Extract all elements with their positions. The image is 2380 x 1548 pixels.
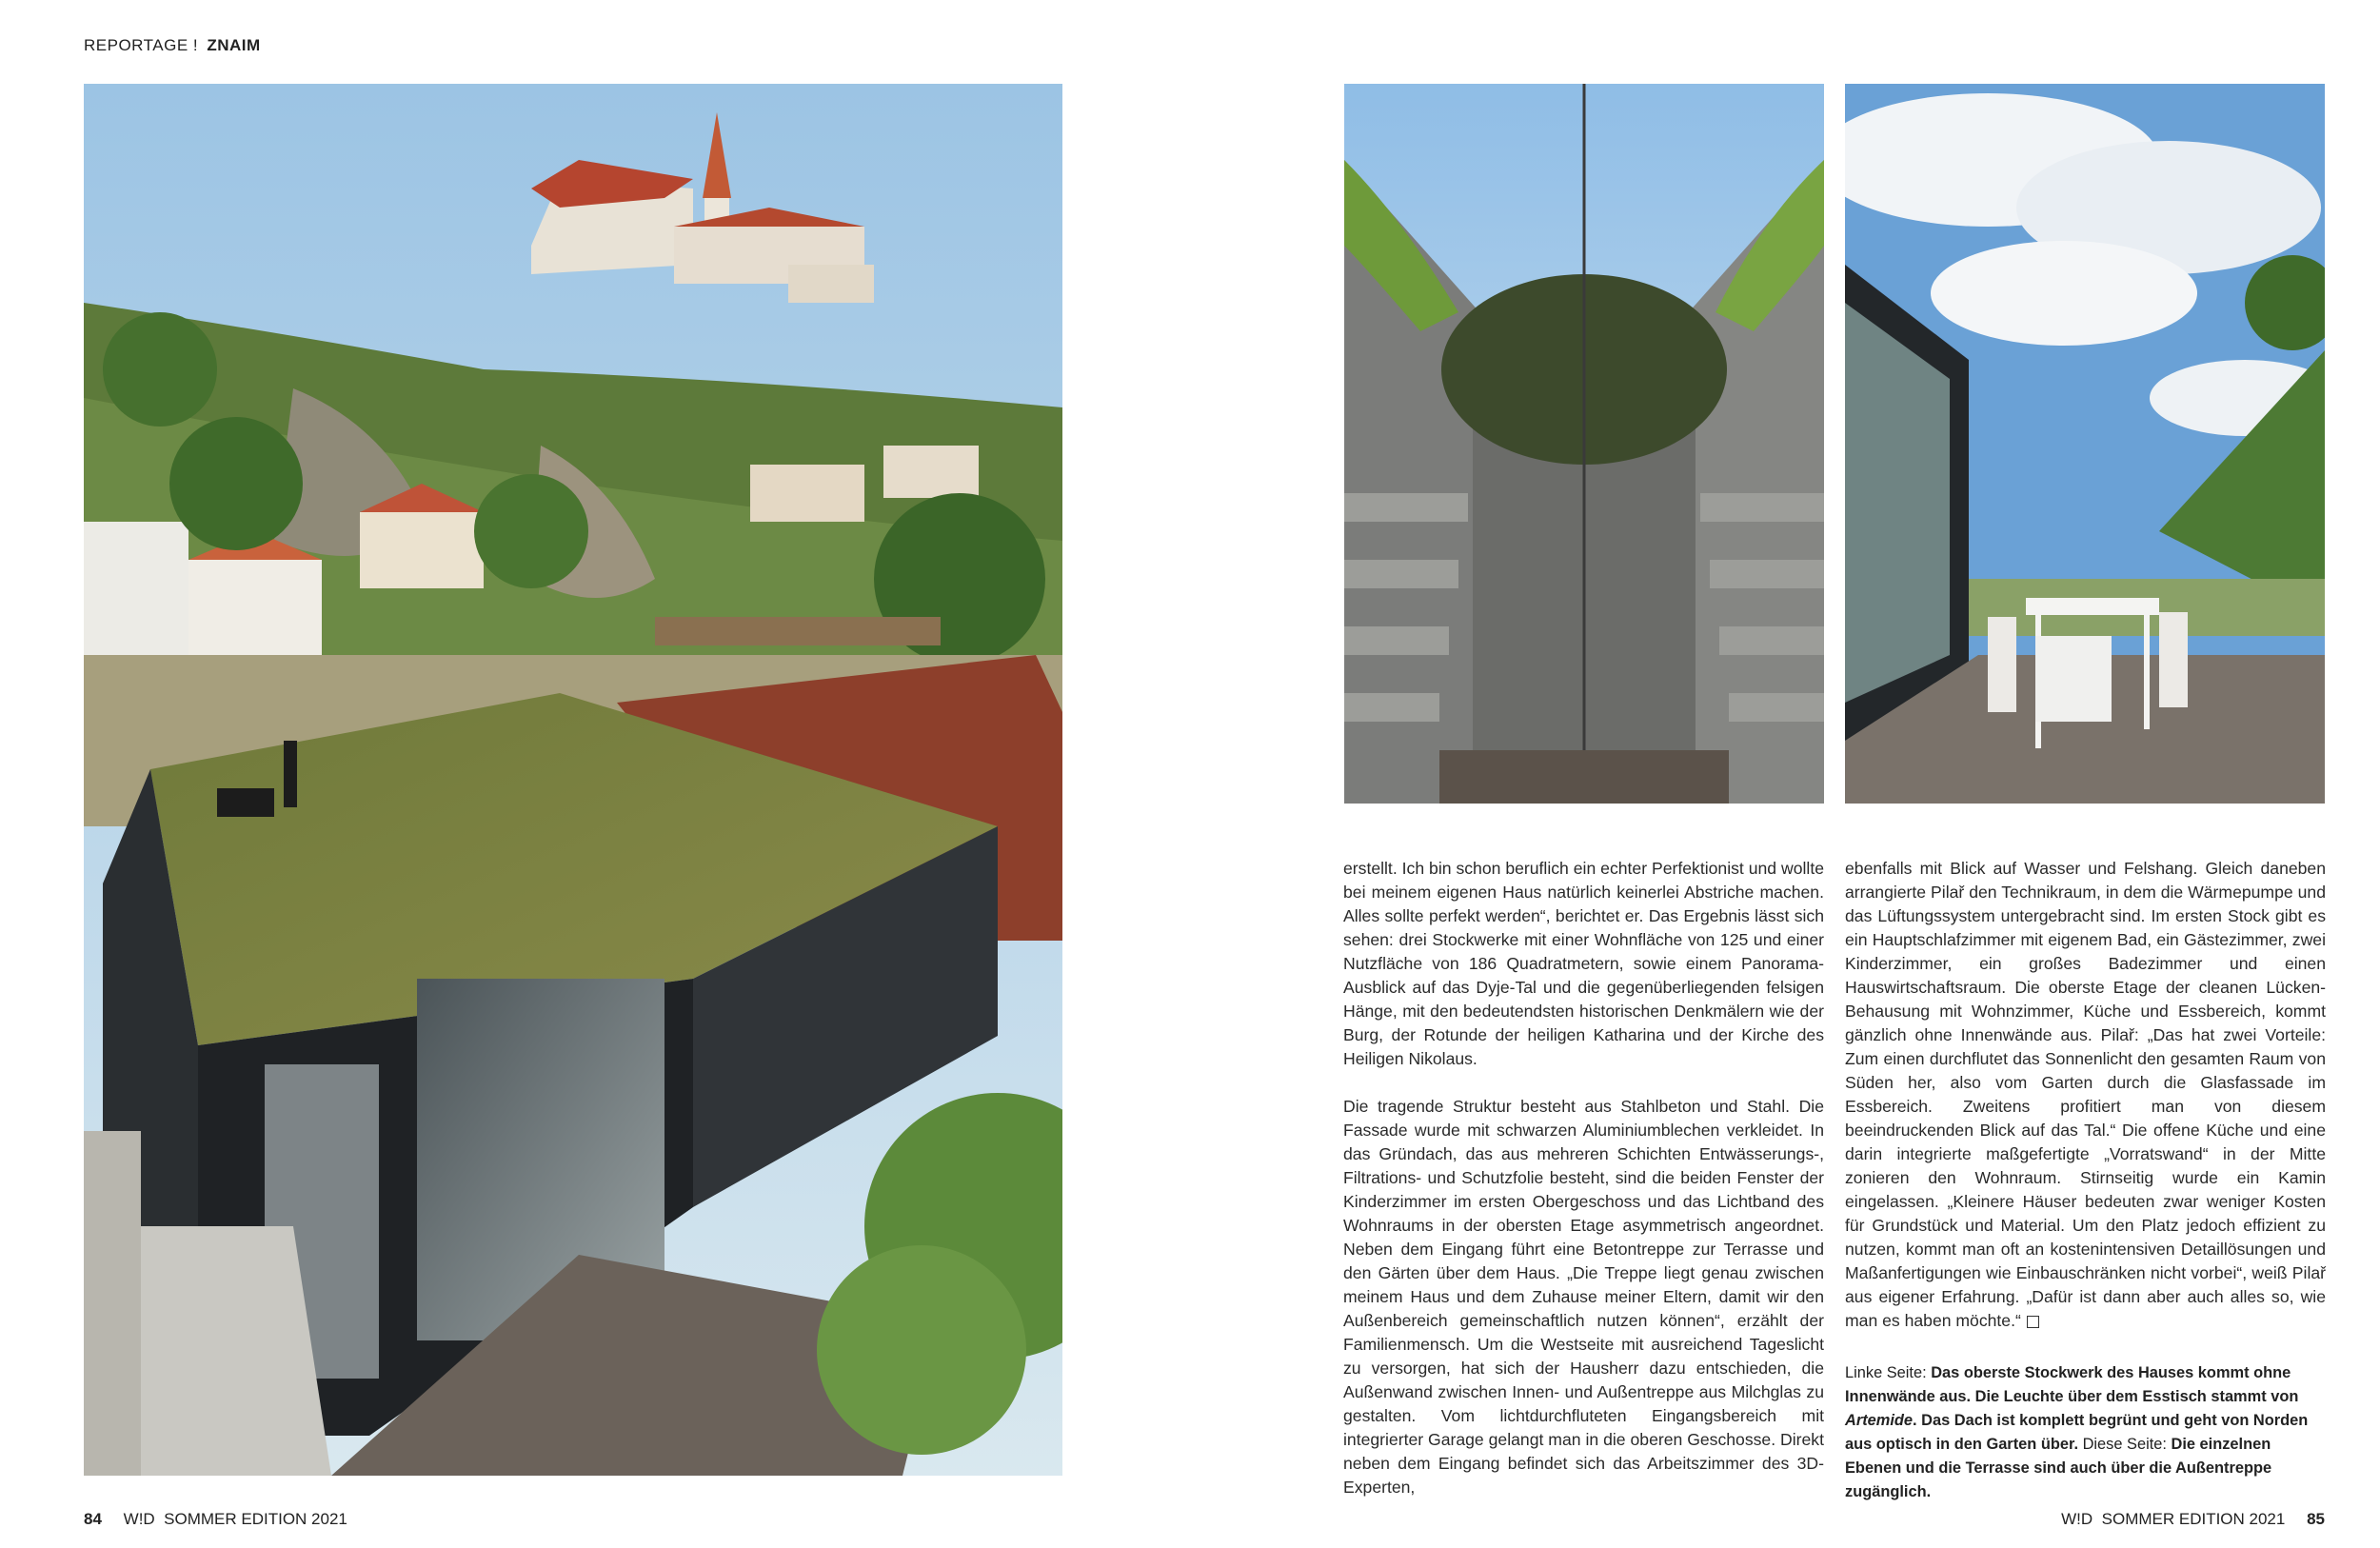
edition-left: W!D SOMMER EDITION 2021 (123, 1510, 347, 1528)
photo-concrete-stairs (1344, 84, 1824, 804)
page-number-left: 84 (84, 1510, 102, 1528)
article-paragraph (1845, 857, 2326, 1333)
article-paragraph: erstellt. Ich bin schon beruflich ein echter Perfektionist und wollte bei meinem eigenen Haus natürlich keinerlei Abstriche machen. Alles sollte perfekt werden“, berichtet er. Das Ergebnis lässt sich sehen: drei Stockwerke mit einer Wohnfläche von 125 und einer Nutzfläche von 186 Quadratmetern, sowie einem Panorama-Ausblick auf das Dyje-Tal und die gegenüberliegenden felsigen Hänge, mit den bedeutendsten historischen Denkmälern wie der Burg, der Rotunde der heiligen Katharina und der Kirche des Heiligen Nikolaus. (1343, 859, 1824, 1068)
caption-text-left: Das oberste Stockwerk des Hauses kommt ohne Innenwände aus. Die Leuchte über dem Esstisch stammt von (1845, 1364, 2299, 1405)
photo-caption (1845, 1361, 2326, 1504)
section-label: REPORTAGE ! (84, 36, 199, 54)
caption-brand: Artemide (1845, 1412, 1914, 1429)
caption-text-left-end: . Das Dach ist komplett begrünt und geht von Norden aus optisch in den Garten über. (1845, 1412, 2309, 1453)
page-number-right: 85 (2307, 1510, 2325, 1528)
photo-town-green-roof (84, 84, 1062, 1476)
photo-middle-graphic (1344, 84, 1824, 804)
article-column-2 (1845, 857, 2326, 1333)
section-header (84, 36, 261, 55)
photo-left-graphic (84, 84, 1062, 1476)
article-column-1 (1343, 857, 1824, 1499)
end-of-article-icon (2027, 1316, 2039, 1328)
caption-label-right: Diese Seite: (2082, 1436, 2167, 1453)
section-place: ZNAIM (207, 36, 261, 54)
footer-right (2061, 1510, 2325, 1529)
article-paragraph: Die tragende Struktur besteht aus Stahlbeton und Stahl. Die Fassade wurde mit schwarzen Aluminiumblechen verkleidet. In das Gründach, das aus mehreren Schichten Entwässerungs-, Filtrations- und Schutzfolie besteht, sind die beiden Fenster der Kinderzimmer im ersten Obergeschoss und das Lichtband des Wohnraums in der obersten Etage asymmetrisch angeordnet. Neben dem Eingang führt eine Betontreppe zur Terrasse und den Gärten über dem Haus. „Die Treppe liegt genau zwischen meinem Haus und dem Zuhause meiner Eltern, damit wir den Außenbereich gemeinschaftlich nutzen können“, erzählt der Familienmensch. Um die Westseite mit ausreichend Tageslicht zu versorgen, hat sich der Hausherr dazu entschieden, die Außenwand zwischen Innen- und Außentreppe aus Milchglas zu gestalten. Vom lichtdurchfluteten Eingangsbereich mit integrierter Garage gelangt man in die oberen Geschosse. Direkt neben dem Eingang befindet sich das Arbeitszimmer des 3D-Experten, (1343, 1097, 1824, 1497)
footer-left (84, 1510, 347, 1529)
caption-text-right: Die einzelnen Ebenen und die Terrasse sind auch über die Außentreppe zugänglich. (1845, 1436, 2272, 1500)
caption-label-left: Linke Seite: (1845, 1364, 1927, 1381)
article-paragraph-text: ebenfalls mit Blick auf Wasser und Felshang. Gleich daneben arrangierte Pilař den Technikraum, in dem die Wärmepumpe und das Lüftungssystem untergebracht sind. Im ersten Stock gibt es ein Hauptschlafzimmer mit eigenem Bad, ein Gästezimmer, zwei Kinderzimmer, ein großes Badezimmer und einen Hauswirtschaftsraum. Die oberste Etage der cleanen Lücken-Behausung mit Wohnzimmer, Küche und Essbereich, kommt gänzlich ohne Innenwände aus. Pilař: „Das hat zwei Vorteile: Zum einen durchflutet das Sonnenlicht den gesamten Raum von Süden her, also vom Garten durch die Glasfassade im Essbereich. Zweitens profitiert man von diesem beeindruckenden Blick auf das Tal.“ Die offene Küche und eine darin integrierte maßgefertigte „Vorratswand“ in der Mitte zonieren den Wohnraum. Stirnseitig wurde ein Kamin eingelassen. „Kleinere Häuser bedeuten zwar weniger Kosten für Grundstück und Material. Um den Platz jedoch effizient zu nutzen, kommt man oft an kostenintensiven Detaillösungen und Maßanfertigungen wie Einbauschränken nicht vorbei“, weiß Pilař aus eigener Erfahrung. „Dafür ist dann aber auch alles so, wie man es haben möchte.“ (1845, 859, 2326, 1330)
photo-terrace-table (1845, 84, 2325, 804)
edition-right: W!D SOMMER EDITION 2021 (2061, 1510, 2286, 1528)
photo-right-graphic (1845, 84, 2325, 804)
